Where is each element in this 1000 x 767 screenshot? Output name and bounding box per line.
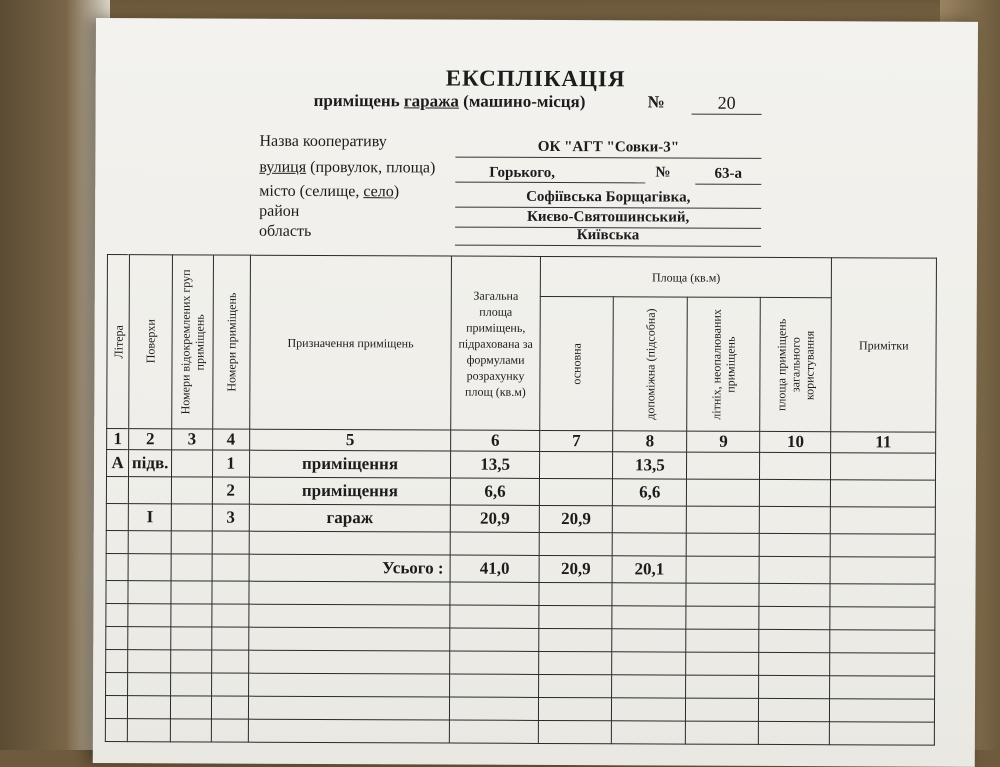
cell-purpose: приміщення <box>250 450 451 478</box>
column-number: 1 <box>107 429 129 450</box>
cell-common <box>760 452 831 479</box>
column-number: 4 <box>212 429 250 450</box>
cell-notes <box>831 507 936 534</box>
street-label <box>259 159 435 178</box>
cell-purpose: гараж <box>249 504 450 532</box>
subtitle-pre: приміщень <box>313 90 404 111</box>
coop-label: Назва кооперативу <box>259 132 387 151</box>
cell-room: 3 <box>212 504 250 531</box>
number-label: № <box>647 92 665 112</box>
total-area: 41,0 <box>450 555 539 582</box>
cell-group <box>171 504 212 531</box>
city-label-post: ) <box>393 183 400 201</box>
header-main <box>540 296 614 430</box>
header-room-numbers <box>212 255 250 429</box>
table-row <box>106 450 935 481</box>
cell-total: 20,9 <box>450 505 539 532</box>
cell-summer <box>687 479 760 506</box>
column-number: 5 <box>250 429 451 451</box>
header-purpose: Призначення приміщень <box>250 255 452 430</box>
cell-total: 13,5 <box>450 451 539 478</box>
region-value: Київська <box>455 226 761 247</box>
header-summer-text: літніх, неопалюваних приміщень <box>709 308 738 420</box>
table-row <box>106 477 935 508</box>
total-label: Усього : <box>249 554 450 582</box>
house-value: 63-а <box>695 165 761 185</box>
cell-main: 20,9 <box>539 505 612 532</box>
cell-aux: 13,5 <box>613 452 687 479</box>
total-main: 20,9 <box>539 555 612 582</box>
header-summer <box>687 297 761 431</box>
header-litera-text: Літера <box>111 324 126 359</box>
city-label <box>259 183 399 202</box>
street-label-rest: (провулок, площа) <box>306 158 436 177</box>
cell-summer <box>687 506 760 533</box>
column-number: 2 <box>129 429 172 450</box>
house-label: № <box>655 164 671 181</box>
cell-total: 6,6 <box>450 478 539 505</box>
district-label: район <box>259 202 300 220</box>
number-value: 20 <box>692 93 762 115</box>
header-floors-text: Поверхи <box>143 319 158 364</box>
subtitle-post: (машино-місця) <box>458 91 586 112</box>
subtitle-garage: гаража <box>403 91 459 111</box>
header-litera <box>107 255 130 429</box>
cell-room: 1 <box>212 450 250 477</box>
header-auxiliary-text: допоміжна (підсобна) <box>643 308 658 420</box>
street-value: Горького, <box>455 164 645 184</box>
cell-group <box>171 450 212 477</box>
header-group-numbers-text: Номери відокремлених груп приміщень <box>177 269 207 415</box>
column-number: 6 <box>451 430 540 451</box>
cell-purpose: приміщення <box>249 477 450 505</box>
cell-common <box>760 479 831 506</box>
coop-value: ОК "АГТ "Совки-3" <box>455 138 761 159</box>
street-label-underlined: вулиця <box>259 158 307 176</box>
header-total-area: Загальна площа приміщень, підрахована за формулами розрахунку площ (кв.м) <box>451 256 541 430</box>
cell-aux <box>613 506 687 533</box>
cell-room: 2 <box>212 477 250 504</box>
cell-main <box>540 478 613 505</box>
column-number: 8 <box>613 431 687 452</box>
document-subtitle <box>314 91 586 112</box>
cell-aux: 6,6 <box>613 479 687 506</box>
total-aux: 20,1 <box>612 556 686 583</box>
column-number-row <box>107 429 936 454</box>
region-label: область <box>259 222 312 240</box>
column-number: 10 <box>760 431 831 452</box>
city-value: Софіївська Борщагівка, <box>455 188 761 209</box>
document-page <box>93 18 978 767</box>
cell-litera <box>106 504 128 531</box>
cell-litera: А <box>106 450 128 477</box>
header-area-group: Площа (кв.м) <box>541 256 832 297</box>
header-floors <box>129 255 172 429</box>
cell-group <box>171 477 212 504</box>
header-main-text: основна <box>569 342 584 385</box>
header-common <box>760 297 832 431</box>
cell-floor <box>129 477 172 504</box>
table-row-total <box>106 554 935 585</box>
header-group-numbers <box>172 255 213 429</box>
city-label-underlined: село <box>363 183 394 201</box>
column-number: 11 <box>831 432 936 453</box>
cell-notes <box>831 480 936 507</box>
table-row-empty <box>105 719 934 746</box>
cell-common <box>760 506 831 533</box>
city-label-pre: місто (селище, <box>259 182 364 201</box>
table-row <box>106 504 935 535</box>
header-notes: Примітки <box>831 258 936 432</box>
cell-floor: І <box>129 504 172 531</box>
cell-main <box>540 451 613 478</box>
cell-litera <box>106 477 128 504</box>
header-room-numbers-text: Номери приміщень <box>224 292 239 392</box>
column-number: 7 <box>540 430 613 451</box>
cell-notes <box>831 453 936 480</box>
header-common-text: площа приміщень загального користування <box>774 318 818 411</box>
column-number: 9 <box>687 431 760 452</box>
cell-floor: підв. <box>129 450 172 477</box>
header-auxiliary <box>613 297 688 431</box>
column-number: 3 <box>172 429 213 450</box>
cell-summer <box>687 452 760 479</box>
document-title: ЕКСПЛІКАЦІЯ <box>445 65 626 92</box>
explication-table <box>105 254 937 746</box>
district-value: Києво-Святошинський, <box>455 208 761 229</box>
